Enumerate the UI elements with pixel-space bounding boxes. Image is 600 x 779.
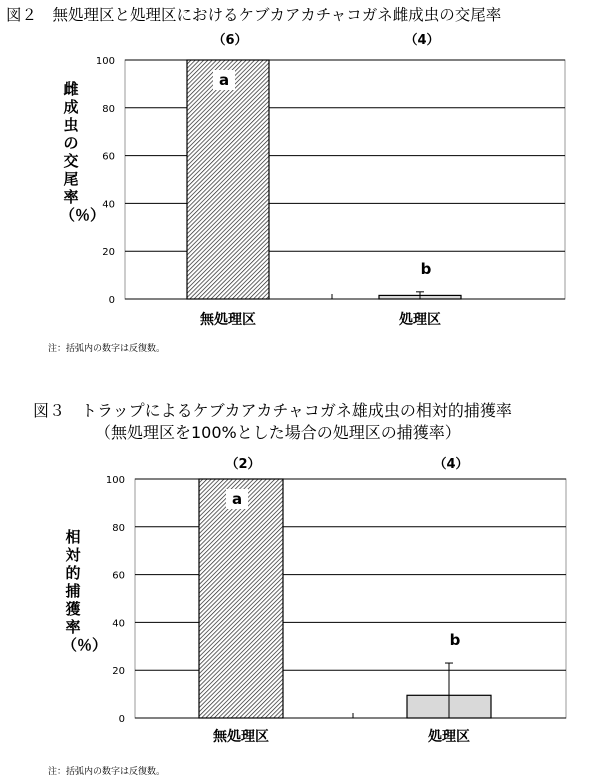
figure-2-title: 図２ 無処理区と処理区におけるケブカアカチャコガネ雌成虫の交尾率 [6,6,502,24]
figure-3-note: 注：括弧内の数字は反復数。 [48,767,166,777]
figure-2-chart [0,30,600,340]
y-tick-label: 40 [112,618,125,630]
y-tick-label: 60 [112,570,125,582]
x-category-label: 処理区 [428,729,470,745]
replicate-count: （4） [404,33,440,48]
y-tick-label: 20 [112,666,125,678]
replicate-count: （2） [225,457,261,472]
y-tick-label: 80 [112,522,125,534]
bar [199,479,283,718]
significance-letter: b [449,631,461,650]
figure-3-subtitle: （無処理区を100%とした場合の処理区の捕獲率） [95,423,461,442]
x-category-label: 処理区 [399,312,441,328]
y-tick-label: 0 [118,714,125,725]
figure-3-y-axis-label: 相対的捕獲率（％） [62,528,108,654]
y-tick-label: 0 [108,295,115,306]
y-tick-label: 80 [102,103,115,115]
x-category-label: 無処理区 [200,312,256,328]
replicate-count: （6） [212,33,248,48]
y-tick-label: 60 [102,151,115,163]
significance-letter: a [218,71,230,89]
figure-2-note: 注：括弧内の数字は反復数。 [48,344,166,354]
significance-letter: a [231,490,243,508]
significance-letter: b [420,259,432,278]
y-tick-label: 20 [102,247,115,259]
y-tick-label: 100 [105,475,125,486]
replicate-count: （4） [433,457,469,472]
figure-3-chart [0,448,600,748]
bar [187,60,269,299]
figure-2-y-axis-label: 雌成虫の交尾率（％） [60,80,106,224]
y-tick-label: 40 [102,199,115,211]
figure-3-title: 図３ トラップによるケブカアカチャコガネ雄成虫の相対的捕獲率 [33,401,512,420]
y-tick-label: 100 [95,56,115,67]
x-category-label: 無処理区 [213,729,269,745]
